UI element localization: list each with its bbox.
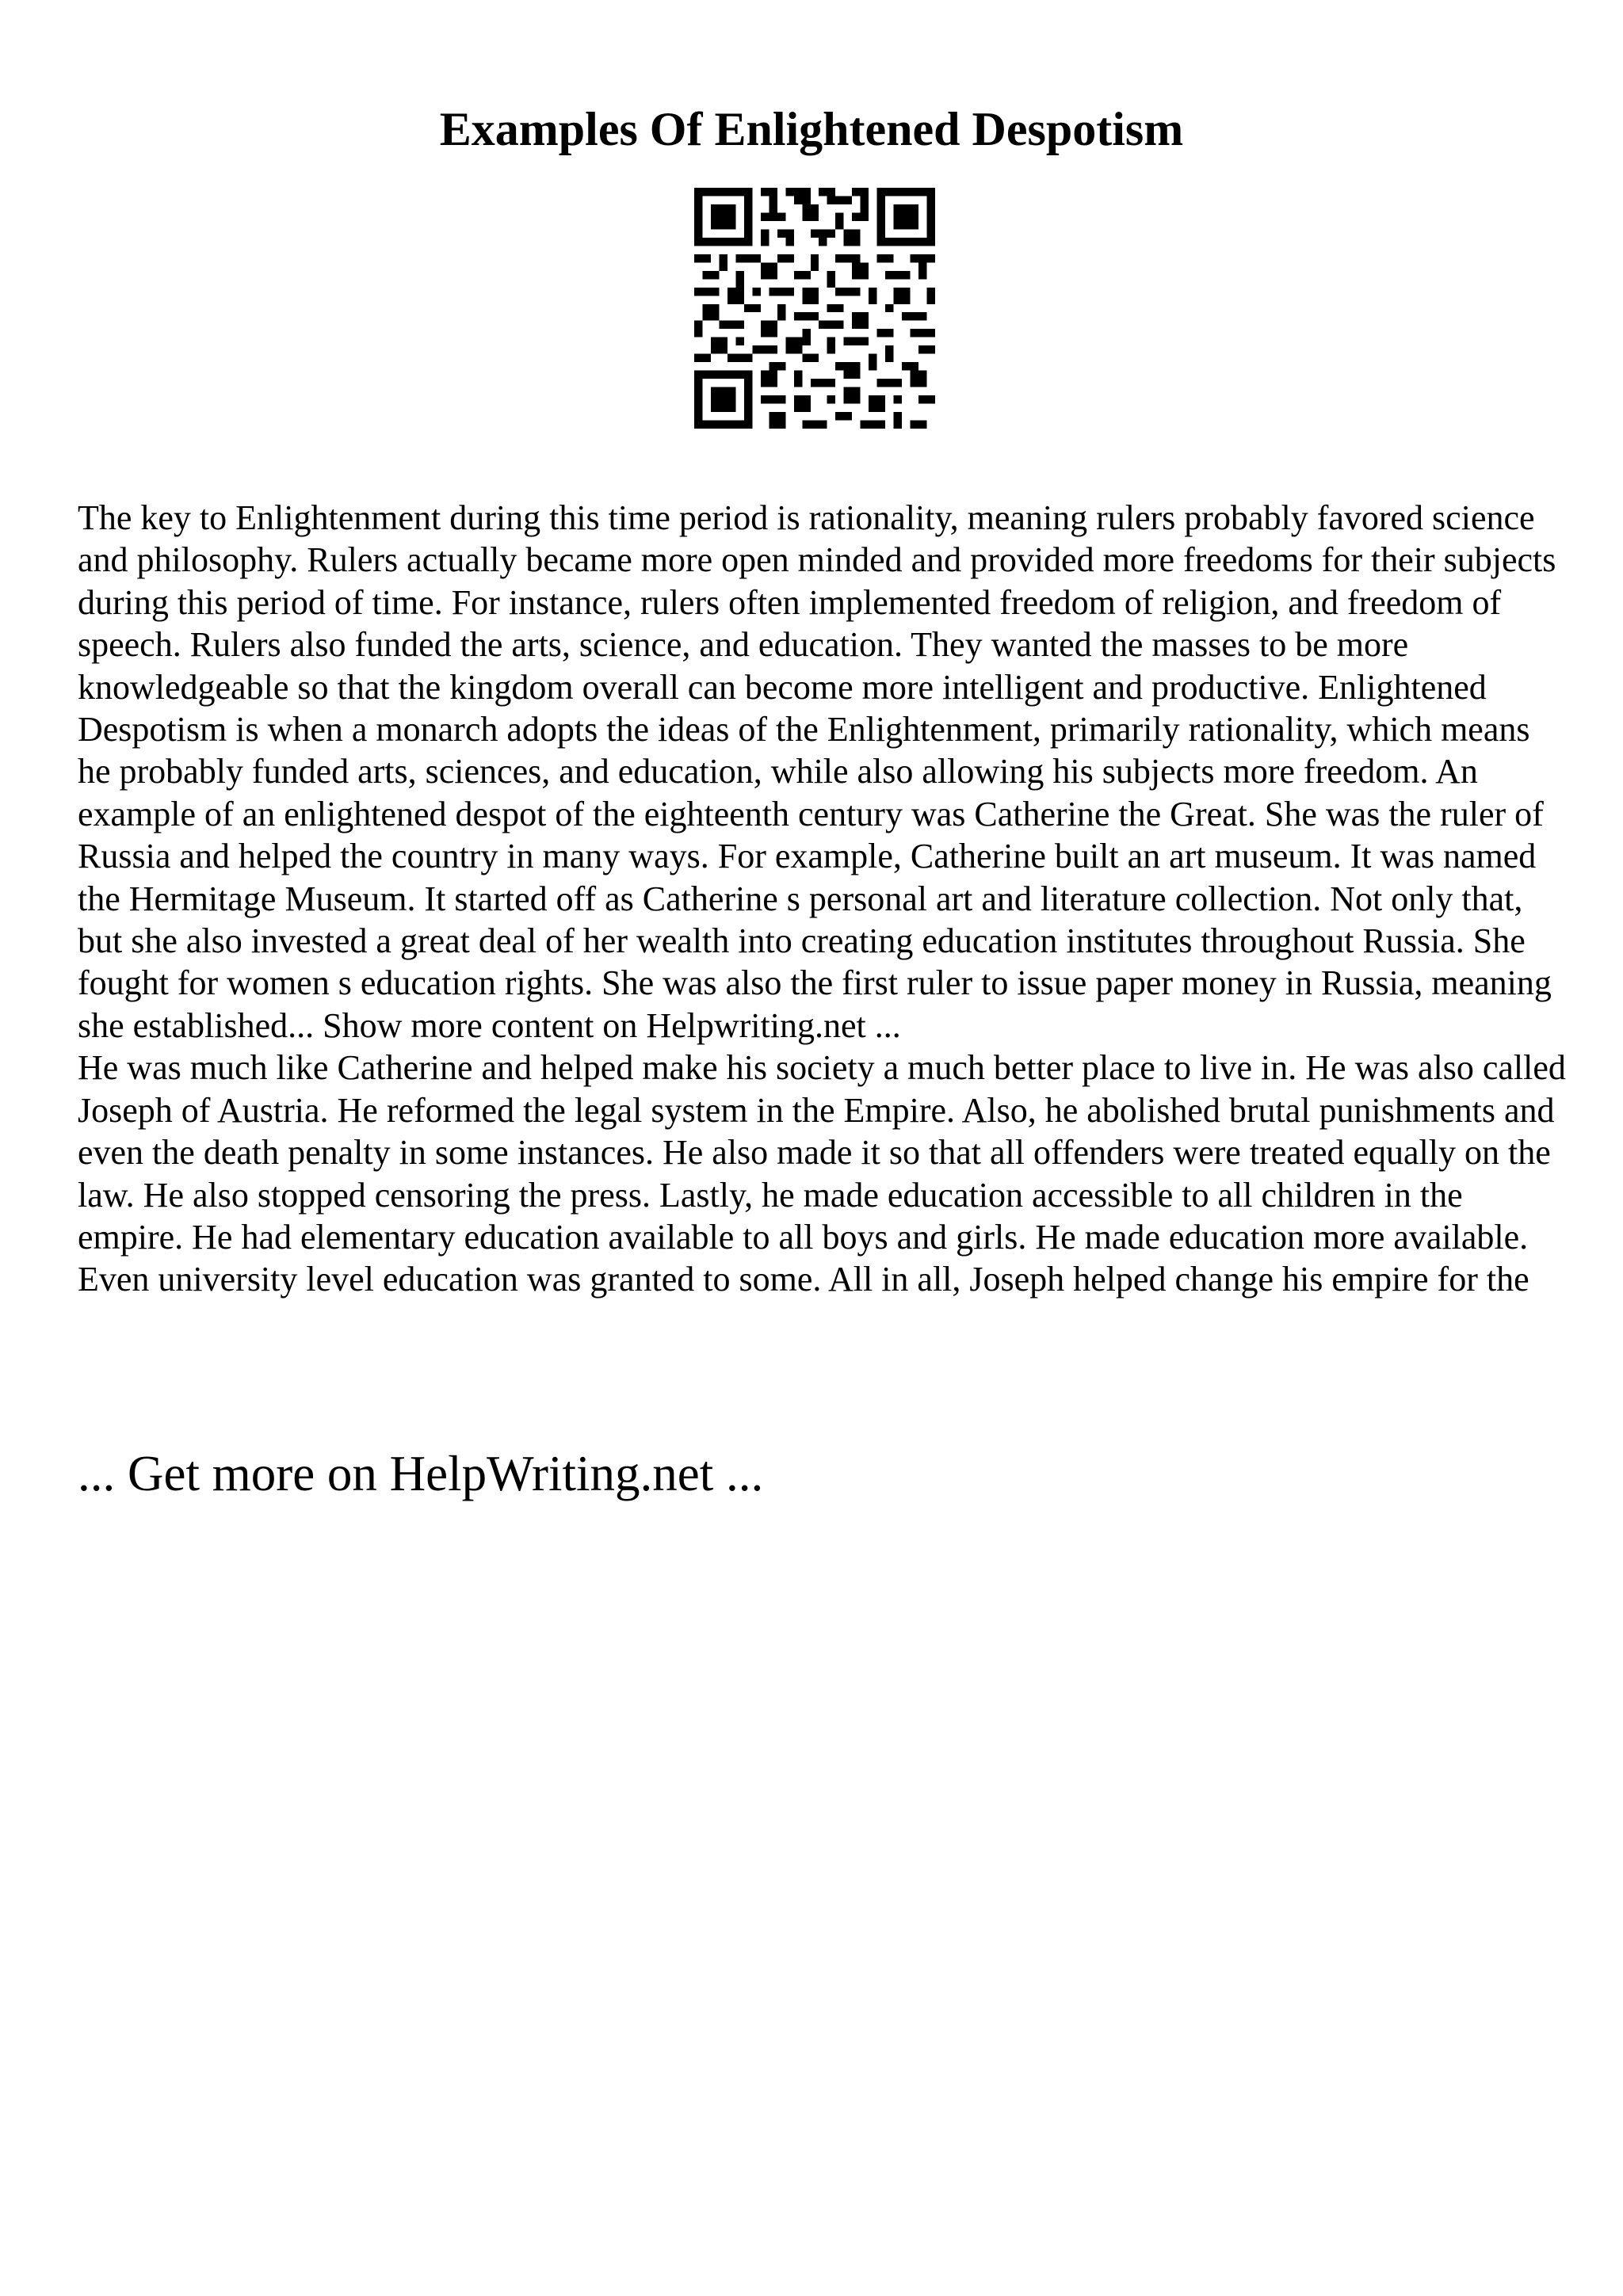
get-more-link[interactable]: ... Get more on HelpWriting.net ...: [78, 1446, 764, 1501]
document-body: [78, 497, 1568, 1301]
body-paragraph: He was much like Catherine and helped make his society a much better place to live in. He was also called Joseph of Austria. He reformed the legal system in the Empire. Also, he abolished brutal punishments and even the death penalty in some instances. He also made it so that all offenders were treated equally on the law. He also stopped censoring the press. Lastly, he made education accessible to all children in the empire. He had elementary education available to all boys and girls. He made education more available. Even university level education was granted to some. All in all, Joseph helped change his empire for the: [78, 1048, 1566, 1299]
qr-code-icon: [694, 188, 935, 429]
document-title: Examples Of Enlightened Despotism: [439, 103, 1184, 155]
body-paragraph: The key to Enlightenment during this time period is rationality, meaning rulers probably favored science and philosophy. Rulers actually became more open minded and provided more freedoms for their subjects during this period of time. For instance, rulers often implemented freedom of religion, and freedom of speech. Rulers also funded the arts, science, and education. They wanted the masses to be more knowledgeable so that the kingdom overall can become more intelligent and productive. Enlightened Despotism is when a monarch adopts the ideas of the Enlightenment, primarily rationality, which means he probably funded arts, sciences, and education, while also allowing his subjects more freedom. An example of an enlightened despot of the eighteenth century was Catherine the Great. She was the ruler of Russia and helped the country in many ways. For example, Catherine built an art museum. It was named the Hermitage Museum. It started off as Catherine s personal art and literature collection. Not only that, but she also invested a great deal of her wealth into creating education institutes throughout Russia. She fought for women s education rights. She was also the first ruler to issue paper money in Russia, meaning she established... Show more content on Helpwriting.net ...: [78, 498, 1556, 1045]
